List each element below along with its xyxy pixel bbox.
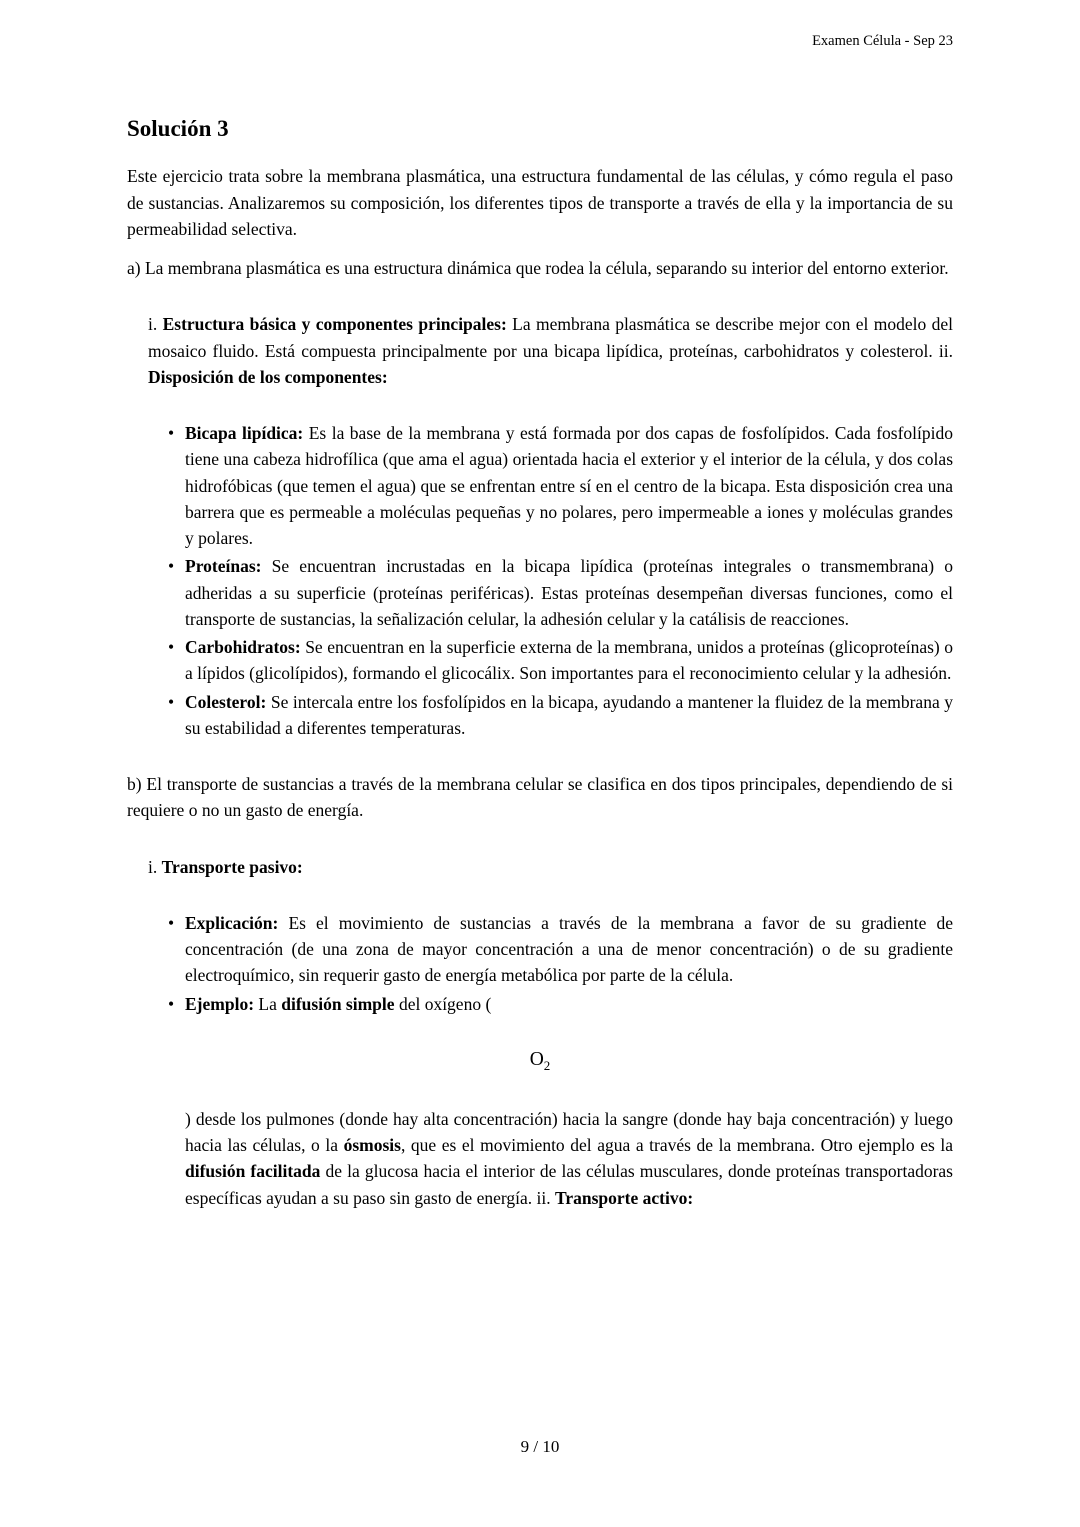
list-item-text: Colesterol: Se intercala entre los fosfolípidos en la bicapa, ayudando a mantener la fluidez de la membrana y su estabilidad a diferentes temperaturas. [185, 691, 953, 738]
list-item-text: Bicapa lipídica: Es la base de la membrana y está formada por dos capas de fosfolípidos. Cada fosfolípido tiene una cabeza hidrofílica (que ama el agua) orientada hacia el exterior y el interior de la célula, y dos colas hidrofóbicas (que temen el agua) que se enfrentan entre sí en el centro de la bicapa. Esta disposición crea una barrera que es permeable a moléculas pequeñas y no polares, pero impermeable a iones y moléculas grandes y polares. [185, 423, 953, 549]
list-item-text: Ejemplo: La difusión simple del oxígeno ( [185, 993, 492, 1014]
list-item-bicapa [168, 420, 953, 551]
bullet-marker: • [168, 423, 175, 444]
list-item-carbohidratos [168, 634, 953, 687]
header-text: Examen Célula - Sep 23 [812, 33, 953, 49]
page-number: 9 / 10 [520, 1437, 560, 1456]
page-title: Solución 3 [127, 116, 229, 142]
page-header [127, 33, 953, 50]
list-item-text: Carbohidratos: Se encuentran en la superficie externa de la membrana, unidos a proteínas (glicoproteínas) o a lípidos (glicolípidos), formando el glicocálix. Son importantes para el reconocimiento celular y la adhesión. [185, 637, 953, 684]
paragraph-continuation: ) desde los pulmones (donde hay alta concentración) hacia la sangre (donde hay baja concentración) y luego hacia las células, o la ósmosis, que es el movimiento del agua a través de la membrana. Otro ejemplo es la difusión facilitada de la glucosa hacia el interior de las células musculares, donde proteínas transportadoras específicas ayudan a su paso sin gasto de energía. ii. Transporte activo: [185, 1108, 953, 1208]
paragraph-b: b) El transporte de sustancias a través de la membrana celular se clasifica en dos tipos principales, dependiendo de si requiere o no un gasto de energía. [127, 774, 953, 821]
formula-oxygen [127, 1049, 953, 1074]
section-structure-components: i. Estructura básica y componentes principales: La membrana plasmática se describe mejor con el modelo del mosaico fluido. Está compuesta principalmente por una bicapa lipídica, proteínas, carbohidratos y colesterol. ii. Disposición de los componentes: [148, 314, 953, 387]
transporte-pasivo-list [127, 910, 953, 1017]
list-item-text: Proteínas: Se encuentran incrustadas en la bicapa lipídica (proteínas integrales o transmembrana) o adheridas a su superficie (proteínas periféricas). Estas proteínas desempeñan diversas funciones, como el transporte de sustancias, la señalización celular, la adhesión celular y la catálisis de reacciones. [185, 556, 953, 629]
bullet-marker: • [168, 912, 175, 933]
paragraph-a: a) La membrana plasmática es una estructura dinámica que rodea la célula, separando su interior del entorno exterior. [127, 258, 949, 279]
formula-subscript: 2 [543, 1057, 551, 1073]
list-item-colesterol [168, 689, 953, 742]
formula-base: O [529, 1048, 544, 1070]
paragraph-intro: Este ejercicio trata sobre la membrana plasmática, una estructura fundamental de las células, y cómo regula el paso de sustancias. Analizaremos su composición, los diferentes tipos de transporte a través de ella y la importancia de su permeabilidad selectiva. [127, 166, 953, 239]
bullet-marker: • [168, 993, 175, 1014]
list-item-text: Explicación: Es el movimiento de sustancias a través de la membrana a favor de su gradiente de concentración (de una zona de mayor concentración a una de menor concentración) o de su gradiente electroquímico, sin requerir gasto de energía metabólica por parte de la célula. [185, 912, 953, 986]
bullet-marker: • [168, 637, 175, 658]
bullet-marker: • [168, 691, 175, 712]
list-item-explicacion [168, 910, 953, 989]
bullet-marker: • [168, 556, 175, 577]
section-transporte-pasivo: i. Transporte pasivo: [148, 856, 303, 877]
list-item-ejemplo [168, 991, 953, 1017]
list-item-proteinas [168, 553, 953, 632]
page-footer [0, 1437, 1080, 1457]
components-list [127, 420, 953, 741]
